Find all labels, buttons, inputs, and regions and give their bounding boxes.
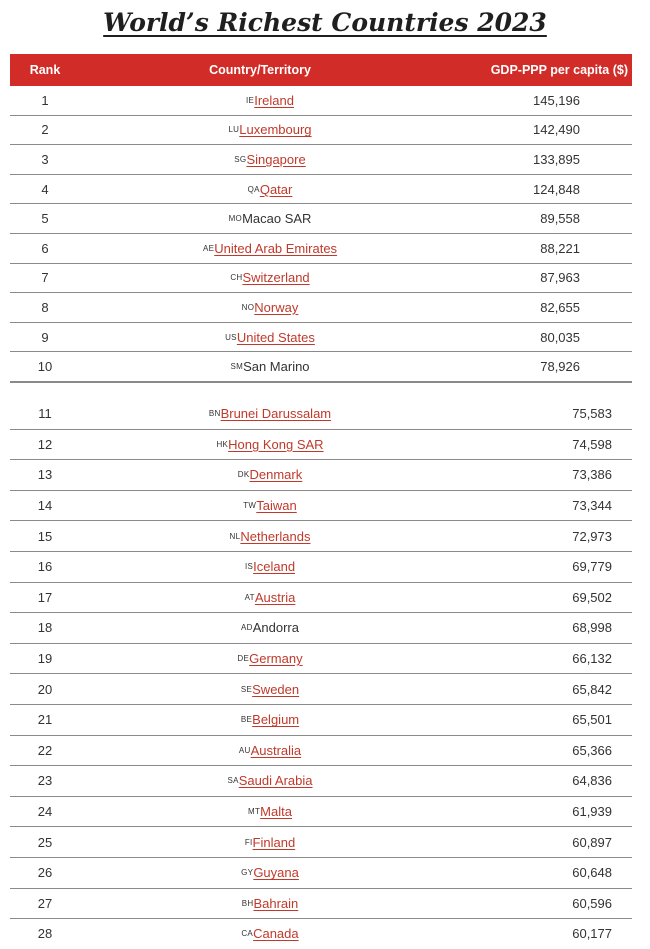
rank-cell: 17 — [37, 589, 53, 605]
country-cell — [100, 116, 440, 145]
table-row — [10, 430, 632, 461]
country-flag-icon: FI — [244, 837, 253, 847]
country-cell — [100, 766, 440, 796]
rank-cell: 2 — [41, 122, 49, 138]
gdp-cell: 68,998 — [572, 620, 612, 636]
country-cell — [100, 552, 440, 582]
rank-cell: 9 — [41, 329, 49, 345]
country-flag-icon: LU — [228, 125, 240, 135]
country-flag-icon: IS — [244, 562, 254, 572]
country-cell — [100, 352, 440, 381]
table-row — [10, 766, 632, 797]
table-row — [10, 613, 632, 644]
gdp-cell: 82,655 — [540, 299, 580, 315]
rank-cell: 21 — [37, 712, 53, 728]
country-flag-icon: NO — [241, 302, 255, 312]
table-row — [10, 797, 632, 828]
country-link[interactable]: Netherlands — [240, 528, 311, 544]
country-flag-icon: CH — [230, 273, 243, 283]
gdp-cell: 69,779 — [572, 559, 612, 575]
country-name: Macao SAR — [242, 211, 312, 227]
table-row — [10, 674, 632, 705]
table-row — [10, 293, 632, 323]
table-row — [10, 116, 632, 146]
gdp-cell: 65,366 — [572, 742, 612, 758]
gdp-cell: 133,895 — [533, 151, 580, 167]
gdp-cell: 124,848 — [533, 181, 580, 197]
gdp-cell: 60,648 — [572, 865, 612, 881]
gdp-cell: 74,598 — [572, 436, 612, 452]
country-link[interactable]: Norway — [254, 299, 299, 315]
country-link[interactable]: Denmark — [249, 467, 303, 483]
gdp-cell: 61,939 — [572, 804, 612, 820]
rank-cell: 7 — [41, 270, 49, 286]
country-link[interactable]: Finland — [252, 834, 296, 850]
rank-cell: 14 — [37, 498, 53, 514]
country-cell — [100, 919, 440, 949]
gdp-cell: 87,963 — [540, 270, 580, 286]
rank-cell: 8 — [41, 299, 49, 315]
country-link[interactable]: Luxembourg — [239, 122, 312, 138]
table-row — [10, 644, 632, 675]
country-link[interactable]: Austria — [254, 589, 296, 605]
table-row — [10, 399, 632, 430]
gdp-cell: 72,973 — [572, 528, 612, 544]
country-flag-icon: HK — [216, 439, 229, 449]
country-cell — [100, 204, 440, 233]
country-cell — [100, 858, 440, 888]
country-link[interactable]: Singapore — [246, 151, 306, 167]
country-link[interactable]: Brunei Darussalam — [220, 406, 332, 422]
table-top-ten — [10, 86, 632, 382]
country-name: San Marino — [243, 359, 310, 375]
table-row — [10, 264, 632, 294]
country-link[interactable]: Australia — [250, 742, 302, 758]
rank-cell: 4 — [41, 181, 49, 197]
country-flag-icon: US — [225, 332, 237, 342]
country-flag-icon: AD — [241, 623, 253, 633]
country-link[interactable]: United States — [236, 329, 315, 345]
rank-cell: 12 — [37, 436, 53, 452]
country-link[interactable]: Malta — [260, 804, 292, 820]
country-link[interactable]: Qatar — [259, 181, 293, 197]
gdp-cell: 78,926 — [540, 359, 580, 375]
country-link[interactable]: Bahrain — [253, 895, 299, 911]
rank-cell: 26 — [37, 865, 53, 881]
table-row — [10, 521, 632, 552]
table-row — [10, 889, 632, 920]
country-cell — [100, 889, 440, 919]
gdp-cell: 88,221 — [540, 240, 580, 256]
country-flag-icon: DK — [237, 470, 250, 480]
header-rank: Rank — [29, 63, 61, 77]
rank-cell: 18 — [37, 620, 53, 636]
country-flag-icon: SM — [230, 362, 244, 372]
rank-cell: 25 — [37, 834, 53, 850]
country-link[interactable]: Ireland — [254, 92, 294, 108]
table-row — [10, 460, 632, 491]
country-flag-icon: BN — [208, 409, 221, 419]
gdp-cell: 60,897 — [572, 834, 612, 850]
table-row — [10, 175, 632, 205]
gdp-cell: 145,196 — [533, 92, 580, 108]
country-link[interactable]: Canada — [253, 926, 299, 942]
country-cell — [100, 736, 440, 766]
gdp-cell: 65,842 — [572, 681, 612, 697]
table-row — [10, 736, 632, 767]
country-link[interactable]: Taiwan — [256, 498, 297, 514]
country-flag-icon: BH — [241, 898, 254, 908]
country-flag-icon: MT — [248, 807, 261, 817]
country-cell — [100, 491, 440, 521]
country-cell — [100, 399, 440, 429]
country-link[interactable]: Saudi Arabia — [238, 773, 313, 789]
table-row — [10, 858, 632, 889]
country-flag-icon: SA — [227, 776, 239, 786]
country-link[interactable]: Sweden — [252, 681, 300, 697]
country-cell — [100, 145, 440, 174]
table-rest — [10, 399, 632, 949]
gdp-cell: 80,035 — [540, 329, 580, 345]
rank-cell: 24 — [37, 804, 53, 820]
country-flag-icon: NL — [229, 531, 241, 541]
gdp-cell: 65,501 — [572, 712, 612, 728]
table-row — [10, 204, 632, 234]
country-cell — [100, 521, 440, 551]
country-flag-icon: QA — [247, 184, 260, 194]
country-flag-icon: MO — [228, 214, 243, 224]
header-country: Country/Territory — [209, 63, 311, 77]
country-link[interactable]: Belgium — [252, 712, 300, 728]
country-flag-icon: DE — [237, 654, 250, 664]
table-row — [10, 145, 632, 175]
country-cell — [100, 583, 440, 613]
rank-cell: 23 — [37, 773, 53, 789]
country-flag-icon: SG — [234, 154, 247, 164]
country-flag-icon: CA — [241, 929, 254, 939]
rank-cell: 20 — [37, 681, 53, 697]
country-link[interactable]: Iceland — [253, 559, 296, 575]
country-flag-icon: GY — [241, 868, 254, 878]
gdp-cell: 73,344 — [572, 498, 612, 514]
table-row — [10, 552, 632, 583]
gdp-cell: 64,836 — [572, 773, 612, 789]
gdp-cell: 75,583 — [572, 406, 612, 422]
country-link[interactable]: Switzerland — [242, 270, 310, 286]
table-row — [10, 919, 632, 949]
table-row — [10, 583, 632, 614]
table-row — [10, 827, 632, 858]
country-cell — [100, 234, 440, 263]
country-link[interactable]: Guyana — [253, 865, 299, 881]
gdp-cell: 60,177 — [572, 926, 612, 942]
country-flag-icon: AE — [202, 243, 215, 253]
country-link[interactable]: Hong Kong SAR — [228, 436, 324, 452]
country-cell — [100, 674, 440, 704]
rank-cell: 28 — [37, 926, 53, 942]
rank-cell: 3 — [41, 151, 49, 167]
rank-cell: 15 — [37, 528, 53, 544]
country-flag-icon: TW — [243, 501, 257, 511]
table-row — [10, 234, 632, 264]
table-row — [10, 352, 632, 382]
rank-cell: 13 — [37, 467, 53, 483]
country-link[interactable]: Germany — [249, 651, 303, 667]
country-flag-icon: AU — [238, 745, 251, 755]
country-cell — [100, 644, 440, 674]
rank-cell: 22 — [37, 742, 53, 758]
table-header — [10, 54, 632, 86]
country-flag-icon: SE — [240, 684, 253, 694]
country-cell — [100, 323, 440, 352]
country-cell — [100, 175, 440, 204]
rank-cell: 10 — [37, 359, 53, 375]
gdp-cell: 142,490 — [533, 122, 580, 138]
rank-cell: 19 — [37, 651, 53, 667]
rank-cell: 6 — [41, 240, 49, 256]
page-title: World’s Richest Countries 2023 — [103, 8, 547, 37]
country-flag-icon: AT — [244, 592, 255, 602]
country-cell — [100, 293, 440, 322]
table-divider — [10, 382, 632, 383]
gdp-cell: 60,596 — [572, 895, 612, 911]
country-name: Andorra — [252, 620, 299, 636]
rank-cell: 27 — [37, 895, 53, 911]
country-cell — [100, 264, 440, 293]
table-row — [10, 323, 632, 353]
country-cell — [100, 613, 440, 643]
country-cell — [100, 86, 440, 115]
country-flag-icon: BE — [240, 715, 253, 725]
gdp-cell: 89,558 — [540, 211, 580, 227]
gdp-cell: 66,132 — [572, 651, 612, 667]
gdp-cell: 69,502 — [572, 589, 612, 605]
rank-cell: 5 — [41, 211, 49, 227]
gdp-cell: 73,386 — [572, 467, 612, 483]
header-gdp: GDP-PPP per capita ($) — [490, 63, 628, 77]
table-row — [10, 705, 632, 736]
country-cell — [100, 827, 440, 857]
rank-cell: 11 — [38, 406, 52, 422]
country-link[interactable]: United Arab Emirates — [214, 240, 338, 256]
country-cell — [100, 797, 440, 827]
table-row — [10, 86, 632, 116]
country-cell — [100, 460, 440, 490]
country-flag-icon: IE — [246, 95, 255, 105]
country-cell — [100, 705, 440, 735]
rank-cell: 1 — [41, 92, 49, 108]
country-cell — [100, 430, 440, 460]
table-row — [10, 491, 632, 522]
rank-cell: 16 — [37, 559, 53, 575]
